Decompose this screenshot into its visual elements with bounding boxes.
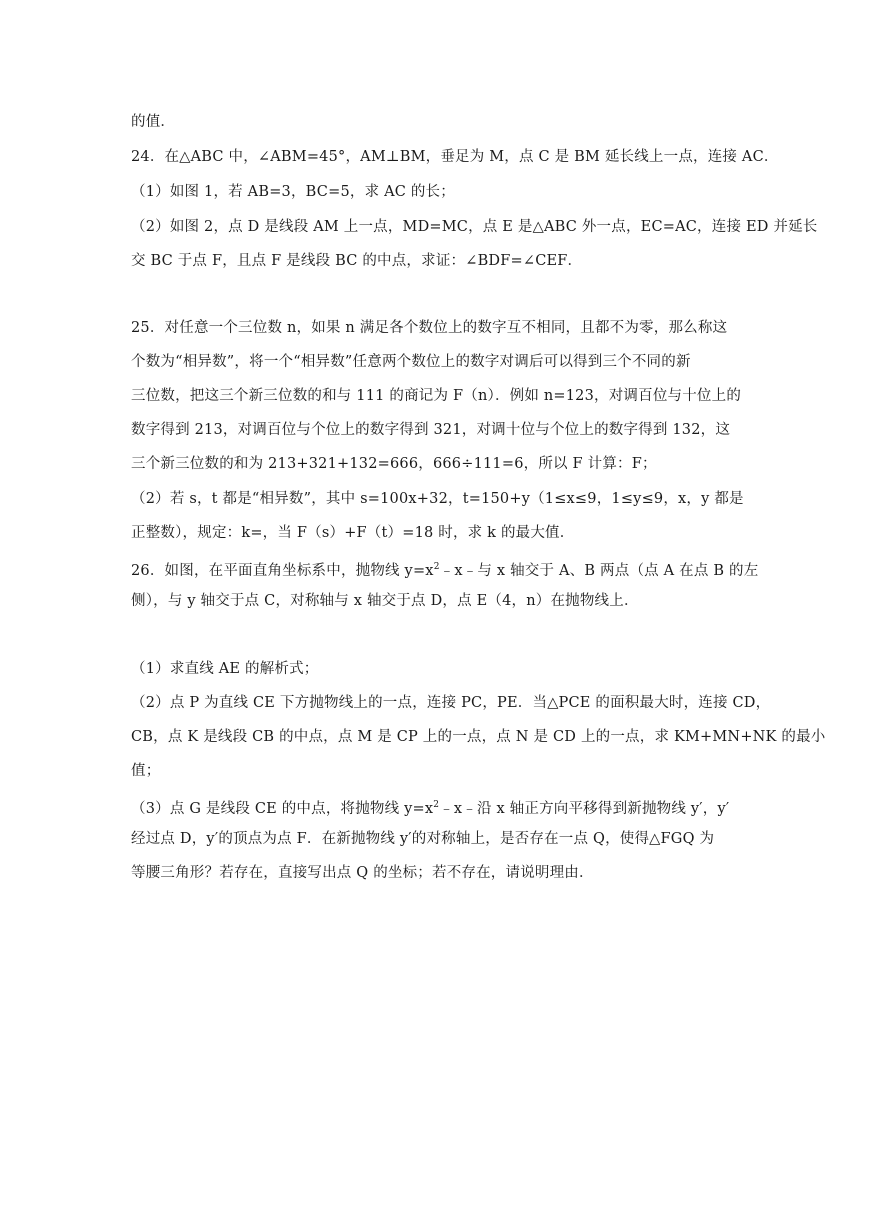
text-line: 值； <box>131 763 161 779</box>
text-segment: （3）点 G 是线段 CE 的中点，将抛物线 y=x <box>131 801 434 817</box>
text-line: 三个新三位数的和为 213+321+132=666，666÷111=6，所以 F 计算：F； <box>131 456 657 472</box>
question-26-stem <box>131 557 758 581</box>
question-25-part-2: （2）若 s，t 都是“相异数”，其中 s=100x+32，t=150+y（1≤x≤9，1≤y≤9，x，y 都是 <box>131 491 744 507</box>
question-25-stem: 25．对任意一个三位数 n，如果 n 满足各个数位上的数字互不相同，且都不为零，那么称这 <box>131 320 728 336</box>
question-26-part-1: （1）求直线 AE 的解析式； <box>131 661 319 677</box>
question-24-part-1: （1）如图 1，若 AB=3，BC=5，求 AC 的长； <box>131 184 455 200</box>
text-line: 三位数，把这三个新三位数的和与 111 的商记为 F（n）．例如 n=123，对调百位与十位上的 <box>131 388 742 404</box>
question-24-part-2: （2）如图 2，点 D 是线段 AM 上一点，MD=MC，点 E 是△ABC 外一点，EC=AC，连接 ED 并延长 <box>131 219 818 235</box>
question-26-part-3 <box>131 795 729 819</box>
text-line: 交 BC 于点 F，且点 F 是线段 BC 的中点，求证：∠BDF=∠CEF． <box>131 253 583 269</box>
text-line: 正整数），规定：k=，当 F（s）+F（t）=18 时，求 k 的最大值． <box>131 525 575 541</box>
text-line: 数字得到 213，对调百位与个位上的数字得到 321，对调十位与个位上的数字得到 132，这 <box>131 422 731 438</box>
text-segment: 26．如图，在平面直角坐标系中，抛物线 y=x <box>131 563 434 579</box>
text-segment: ﹣x﹣与 x 轴交于 A、B 两点（点 A 在点 B 的左 <box>439 563 759 579</box>
superscript: 2 <box>433 562 440 572</box>
text-line: 侧），与 y 轴交于点 C，对称轴与 x 轴交于点 D，点 E（4，n）在抛物线上． <box>131 593 639 609</box>
text-line: 的值． <box>131 114 176 130</box>
text-line: CB，点 K 是线段 CB 的中点，点 M 是 CP 上的一点，点 N 是 CD 上的一点，求 KM+MN+NK 的最小 <box>131 729 826 745</box>
question-26-part-2: （2）点 P 为直线 CE 下方抛物线上的一点，连接 PC，PE．当△PCE 的面积最大时，连接 CD， <box>131 695 771 711</box>
question-24-stem: 24．在△ABC 中，∠ABM=45°，AM⊥BM，垂足为 M，点 C 是 BM 延长线上一点，连接 AC． <box>131 149 779 165</box>
text-segment: ﹣x﹣沿 x 轴正方向平移得到新抛物线 y′，y′ <box>439 801 730 817</box>
text-line: 经过点 D，y′的顶点为点 F．在新抛物线 y′的对称轴上，是否存在一点 Q，使得△FGQ 为 <box>131 831 715 847</box>
text-line: 个数为“相异数”，将一个“相异数”任意两个数位上的数字对调后可以得到三个不同的新 <box>131 354 691 370</box>
superscript: 2 <box>433 800 440 810</box>
text-line: 等腰三角形？若存在，直接写出点 Q 的坐标；若不存在，请说明理由． <box>131 865 594 881</box>
